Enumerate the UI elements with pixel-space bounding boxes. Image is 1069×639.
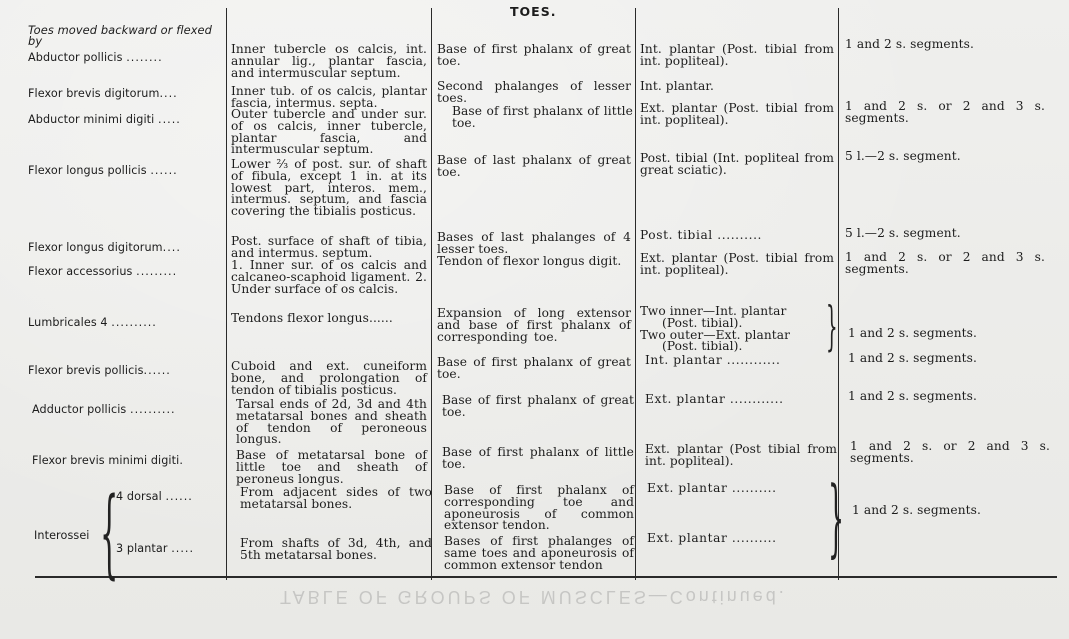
nerve-line: (Post. tibial).	[662, 339, 743, 354]
origin-cell: Outer tubercle and under sur. of os calcis, inner tubercle, plantar fascia, and intermuscular septum.	[231, 107, 427, 157]
muscle-name: Flexor brevis digitorum....	[28, 87, 178, 100]
segments-cell: 1 and 2 s. or 2 and 3 s. segments.	[845, 250, 1045, 276]
insertion-cell: Base of first phalanx of corresponding toe and aponeurosis of common extensor tendon.	[444, 483, 634, 533]
nerve-cell: Ext. plantar (Post. tibial from int. popliteal).	[640, 251, 834, 277]
insertion-cell: Base of first phalanx of great toe.	[437, 355, 631, 381]
segments-cell: 1 and 2 s. segments.	[848, 351, 977, 365]
nerve-cell: Ext. plantar (Post tibial from int. popliteal).	[645, 442, 837, 468]
insertion-cell: Base of first phalanx of little toe.	[442, 445, 634, 471]
origin-cell: Tendons flexor longus......	[231, 311, 393, 325]
segments-cell: 1 and 2 s. or 2 and 3 s. segments.	[845, 99, 1045, 125]
nerve-cell: Int. plantar (Post. tibial from int. popliteal).	[640, 42, 834, 68]
origin-cell: From adjacent sides of two metatarsal bones.	[240, 485, 432, 511]
nerve-cell: Ext. plantar (Post. tibial from int. popliteal).	[640, 101, 834, 127]
nerve-cell: Post. tibial ..........	[640, 228, 763, 242]
nerve-cell	[640, 306, 834, 353]
insertion-cell: Base of first phalanx of great toe.	[437, 42, 631, 68]
nerve-cell: Int. plantar.	[640, 79, 714, 93]
nerve-cell: Ext. plantar ............	[645, 392, 784, 406]
column-rule	[226, 8, 227, 580]
origin-cell: Base of metatarsal bone of little toe and sheath of peroneus longus.	[236, 448, 427, 486]
nerve-line: Two outer—Ext. plantar	[640, 327, 791, 342]
muscle-name: Abductor pollicis ........	[28, 51, 163, 64]
brace: }	[828, 468, 845, 566]
nerve-cell: Int. plantar ............	[645, 353, 781, 367]
table-subtitle: Toes moved backward or flexed by	[28, 23, 212, 48]
segments-cell: 5 l.—2 s. segment.	[845, 149, 961, 163]
segments-cell: 1 and 2 s. segments.	[845, 37, 974, 51]
brace: {	[100, 477, 119, 589]
muscle-name: 3 plantar .....	[116, 542, 195, 555]
origin-cell: 1. Inner sur. of os calcis and calcaneo-scaphoid ligament. 2. Under surface of os calcis.	[231, 258, 427, 296]
segments-cell: 1 and 2 s. segments.	[852, 503, 981, 517]
insertion-cell: Base of first phalanx of little toe.	[452, 104, 633, 130]
segments-cell: 1 and 2 s. or 2 and 3 s. segments.	[850, 439, 1050, 465]
muscle-name: Flexor accessorius .........	[28, 265, 178, 278]
nerve-line: Two inner—Int. plantar	[640, 304, 787, 318]
origin-cell: Lower ⅔ of post. sur. of shaft of fibula, except 1 in. at its lowest part, interos. mem., intermus. septum, and fascia covering the tibialis posticus.	[231, 157, 427, 219]
origin-cell: Inner tubercle os calcis, int. annular lig., plantar fascia, and intermuscular septum.	[231, 42, 427, 80]
muscle-name: 4 dorsal ......	[116, 490, 193, 503]
origin-cell: Post. surface of shaft of tibia, and intermus. septum.	[231, 234, 427, 260]
bottom-rule	[35, 576, 1057, 578]
muscle-name: Flexor brevis pollicis......	[28, 364, 171, 377]
insertion-cell: Expansion of long extensor and base of first phalanx of corresponding toe.	[437, 306, 631, 344]
origin-cell: Inner tub. of os calcis, plantar fascia, intermus. septa.	[231, 84, 427, 110]
muscle-name: Interossei	[34, 529, 90, 542]
muscle-name: Abductor minimi digiti .....	[28, 113, 181, 126]
nerve-cell: Post. tibial (Int. popliteal from great sciatic).	[640, 151, 834, 177]
insertion-cell: Bases of first phalanges of same toes and aponeurosis of common extensor tendon	[444, 534, 634, 572]
nerve-line: (Post. tibial).	[662, 315, 743, 330]
origin-cell: From shafts of 3d, 4th, and 5th metatarsal bones.	[240, 536, 432, 562]
origin-cell: Cuboid and ext. cuneiform bone, and prolongation of tendon of tibialis posticus.	[231, 359, 427, 397]
insertion-cell: Second phalanges of lesser toes.	[437, 79, 631, 105]
nerve-cell: Ext. plantar ..........	[647, 531, 777, 545]
segments-cell: 5 l.—2 s. segment.	[845, 226, 961, 240]
insertion-cell: Tendon of flexor longus digit.	[437, 254, 622, 268]
nerve-cell: Ext. plantar ..........	[647, 481, 777, 495]
page-title: TOES.	[510, 4, 557, 19]
muscle-name: Flexor brevis minimi digiti.	[32, 454, 184, 467]
segments-cell: 1 and 2 s. segments.	[848, 326, 977, 340]
muscle-name: Adductor pollicis ..........	[32, 403, 176, 416]
muscle-name: Flexor longus digitorum....	[28, 241, 181, 254]
insertion-cell: Base of first phalanx of great toe.	[442, 393, 634, 419]
muscle-name: Flexor longus pollicis ......	[28, 164, 178, 177]
insertion-cell: Bases of last phalanges of 4 lesser toes.	[437, 230, 631, 256]
segments-cell: 1 and 2 s. segments.	[848, 389, 977, 403]
muscle-name: Lumbricales 4 ..........	[28, 316, 157, 329]
brace: }	[826, 297, 838, 357]
insertion-cell: Base of last phalanx of great toe.	[437, 153, 631, 179]
origin-cell: Tarsal ends of 2d, 3d and 4th metatarsal bones and sheath of tendon of peroneous longus.	[236, 397, 427, 447]
column-rule	[635, 8, 636, 580]
bleed-through-text: TABLE OF GROUPS OF MUSCLES—Continued.	[280, 587, 787, 607]
